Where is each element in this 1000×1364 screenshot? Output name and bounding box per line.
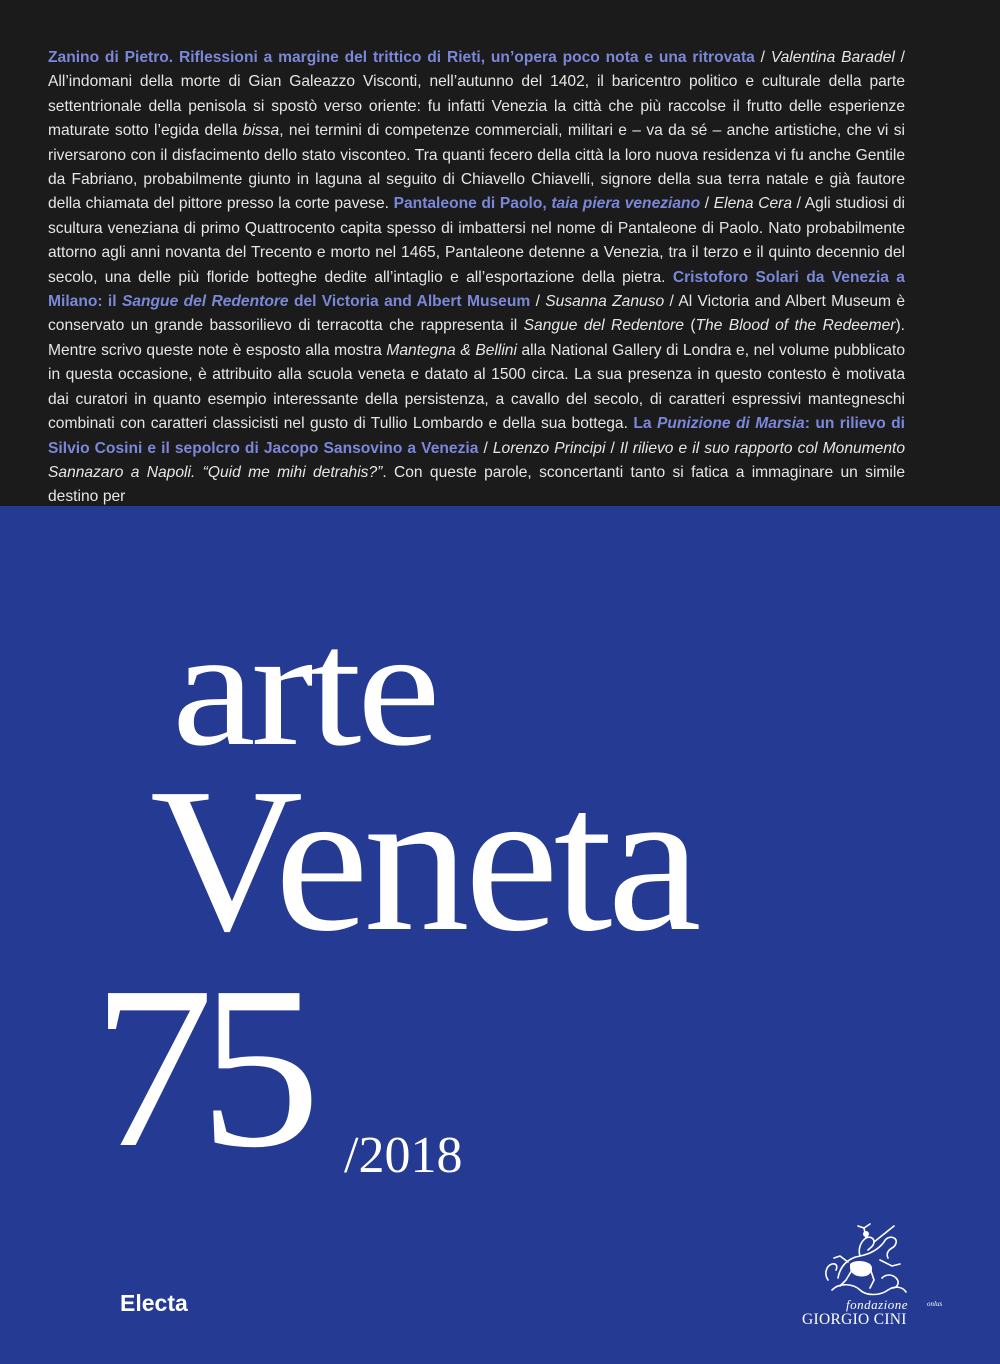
article-3-title: Cristoforo Solari da Venezia a Milano: il <box>48 268 905 311</box>
article-4-title-end: : un rilievo di Silvio Cosini e il sepolcro di Jacopo Sansovino a Venezia <box>48 415 906 457</box>
saint-george-dragon-icon <box>820 1220 912 1300</box>
article-3-text-4: alla National Gallery di Londra e, nel volume pubblicato in questa occasione, è attribuito alla scuola veneta e datato al 1500 circa. La sua presenza in questo contesto è motivata dai curatori in quanto esempio interessante della persistenza, a cavallo del secolo, di caratteri espressivi mantegneschi combinati con caratteri classicisti nel gusto di Tullio Lombardo e della sua bottega. <box>48 341 905 433</box>
article-1-italic-word: bissa <box>242 122 280 140</box>
article-3-separator: / <box>530 293 546 311</box>
article-3-author: Susanna Zanuso <box>545 293 665 311</box>
article-2-author: Elena Cera <box>713 195 793 213</box>
article-3-text-2: ( <box>683 317 696 335</box>
article-3-title-end: del Victoria and Albert Museum <box>288 293 531 311</box>
article-3-title-italic: Sangue del Redentore <box>121 293 289 311</box>
issue-year: /2018 <box>344 1127 463 1184</box>
issue-number: 75 <box>92 939 307 1196</box>
abstracts-band <box>0 0 1000 506</box>
article-1-title: Zanino di Pietro. Riflessioni a margine del trittico di Rieti, un’opera poco nota e una ritrovata <box>48 49 755 66</box>
article-4-text-2: . Con queste parole, sconcertanti tanto si fatica a immaginare un simile destino per <box>48 463 906 506</box>
article-3-italic-2: The Blood of the Redeemer <box>695 317 896 335</box>
article-2-title-italic: taia piera veneziano <box>551 195 701 213</box>
article-4-italic-1: Il rilievo e il suo rapporto col Monumento Sannazaro a Napoli. “Quid me mihi detrahis?” <box>48 439 905 481</box>
journal-title-arte: arte <box>172 595 437 781</box>
foundation-name: GIORGIO CINI <box>802 1311 907 1328</box>
foundation-onlus: onlus <box>927 1300 943 1308</box>
article-4-title-italic: Punizione di Marsia <box>656 415 805 433</box>
article-3-text: / Al Victoria and Albert Museum è conservato un grande bassorilievo di terracotta che rappresenta il <box>48 293 905 335</box>
article-4-author: Lorenzo Principi <box>492 439 606 457</box>
article-4-title: La <box>633 415 657 433</box>
article-3-italic-1: Sangue del Redentore <box>523 317 684 335</box>
abstracts-text <box>48 46 905 506</box>
article-1-separator: / <box>754 49 771 66</box>
foundation-logo <box>800 1220 950 1340</box>
article-1-text: / All’indomani della morte di Gian Galeazzo Visconti, nell’autunno del 1402, il baricentro politico e culturale della parte settentrionale della penisola si spostò verso oriente: fu infatti Venezia la città che più raccolse il frutto delle esperienze maturate sotto l’egida della <box>48 49 905 140</box>
article-2-title: Pantaleone di Paolo, <box>393 195 552 213</box>
article-1-author: Valentina Baradel <box>770 49 895 66</box>
article-4-text: / <box>605 439 620 457</box>
article-4-separator: / <box>478 439 493 457</box>
publisher-name: Electa <box>120 1290 188 1316</box>
article-1-text-cont: , nei termini di competenze commerciali, militari e – va da sé – anche artistiche, che vi si riversarono con il disfacimento dello stato visconteo. Tra quanti fecero della città la loro nuova residenza vi fu anche Gentile da Fabriano, probabilmente giunto in laguna al seguito di Chiavello Chiavelli, signore della sua terra natale e già fautore della chiamata del pittore presso la corte pavese. <box>48 122 905 213</box>
article-3-italic-3: Mantegna & Bellini <box>386 341 517 359</box>
journal-title-veneta: Veneta <box>150 745 697 974</box>
foundation-prefix: fondazione <box>846 1297 909 1312</box>
article-2-text: / Agli studiosi di scultura veneziana di primo Quattrocento capita spesso di imbattersi nel nome di Pantaleone di Paolo. Nato probabilmente attorno agli anni novanta del Trecento e morto nel 1465, Pantaleone detenne a Venezia, tra il terzo e il quinto decennio del secolo, una delle più floride botteghe dedite all’intaglio e all’esportazione della pietra. <box>48 195 905 286</box>
article-2-separator: / <box>700 195 714 213</box>
article-3-text-3: ). Mentre scrivo queste note è esposto alla mostra <box>48 317 905 359</box>
